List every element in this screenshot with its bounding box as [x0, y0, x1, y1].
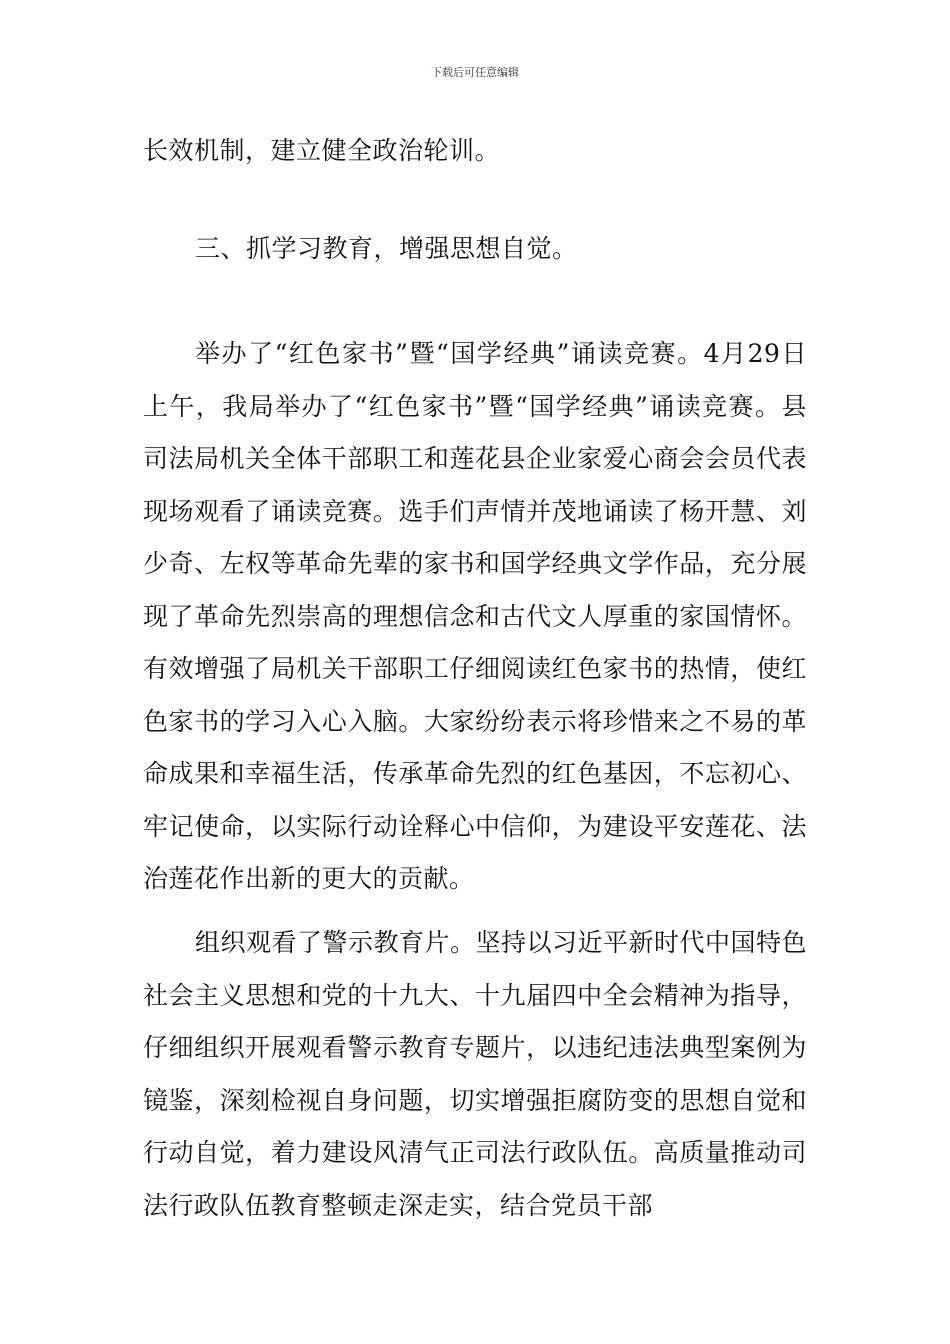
paragraph-continuation: 长效机制，建立健全政治轮训。 [143, 136, 501, 165]
section-heading: 三、抓学习教育，增强思想自觉。 [195, 234, 578, 263]
paragraph-recital-contest: 举办了“红色家书”暨“国学经典”诵读竞赛。4月29日上午，我局举办了“红色家书”暨“国学经典”诵读竞赛。县司法局机关全体干部职工和莲花县企业家爱心商会会员代表现场观看了诵读竞赛。选手们声情并茂地诵读了杨开慧、刘少奇、左权等革命先辈的家书和国学经典文学作品，充分展现了革命先烈崇高的理想信念和古代文人厚重的家国情怀。有效增强了局机关干部职工仔细阅读红色家书的热情，使红色家书的学习入心入脑。大家纷纷表示将珍惜来之不易的革命成果和幸福生活，传承革命先烈的红色基因，不忘初心、牢记使命，以实际行动诠释心中信仰，为建设平安莲花、法治莲花作出新的更大的贡献。 [143, 339, 807, 893]
page-header: 下载后可任意编辑 [431, 66, 519, 79]
paragraph-warning-education: 组织观看了警示教育片。坚持以习近平新时代中国特色社会主义思想和党的十九大、十九届四中全会精神为指导，仔细组织开展观看警示教育专题片，以违纪违法典型案例为镜鉴，深刻检视自身问题，切实增强拒腐防变的思想自觉和行动自觉，着力建设风清气正司法行政队伍。高质量推动司法行政队伍教育整顿走深走实，结合党员干部 [143, 928, 808, 1220]
